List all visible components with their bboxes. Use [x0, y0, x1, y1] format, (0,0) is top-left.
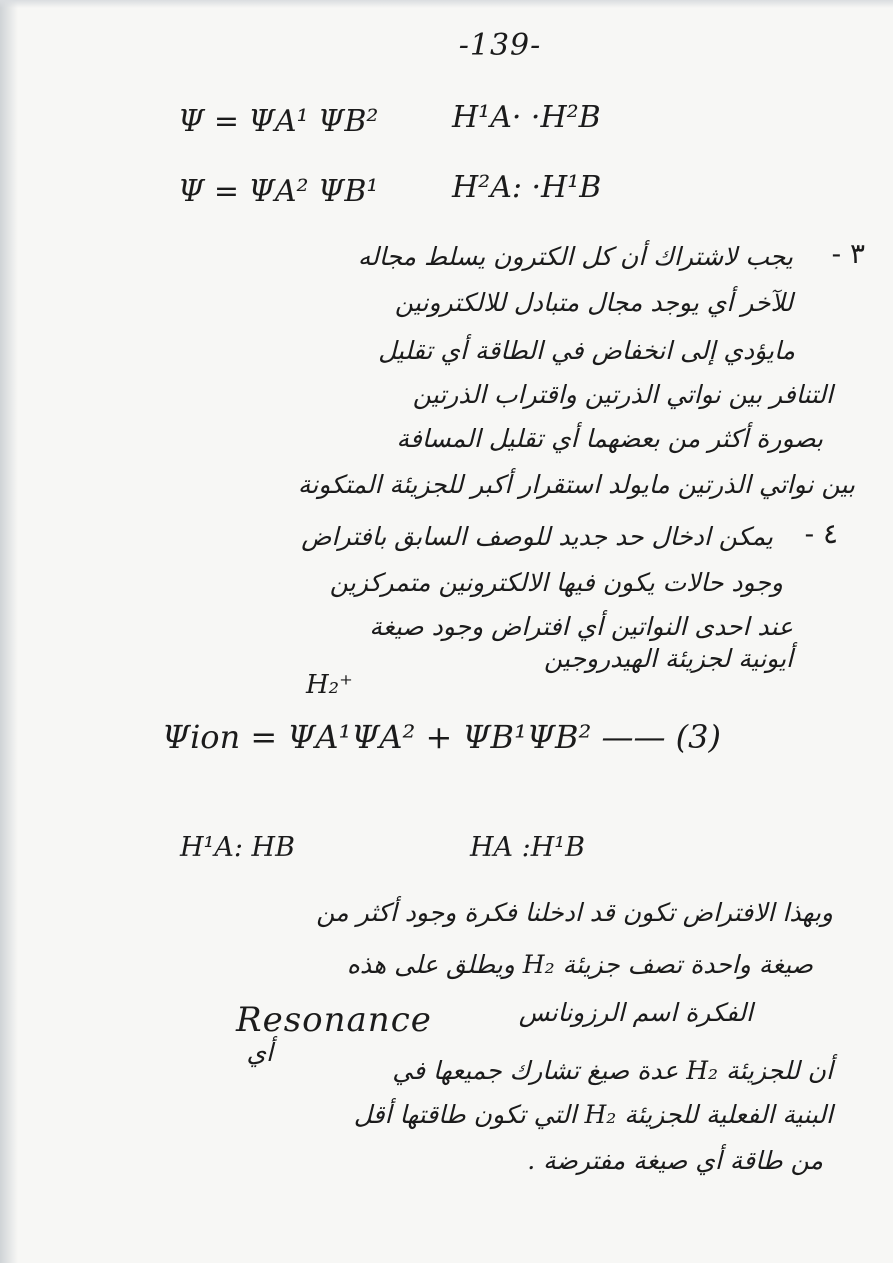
hydrogen-ion-label: H₂⁺	[306, 670, 353, 700]
conclusion-line-2: صيغة واحدة تصف جزيئة H₂ ويطلق على هذه	[346, 950, 813, 979]
point-4-marker: ٤ -	[804, 517, 838, 550]
conclusion-line-4: أن للجزيئة H₂ عدة صيغ تشارك جميعها في	[392, 1056, 833, 1085]
conclusion-line-1: وبهذا الافتراض تكون قد ادخلنا فكرة وجود أكثر من	[316, 898, 833, 927]
conclusion-line-6: من طاقة أي صيغة مفترضة .	[527, 1146, 823, 1175]
point-4-line-2: وجود حالات يكون فيها الالكترونين متمركزين	[329, 568, 783, 597]
point-3-line-5: بصورة أكثر من بعضهما أي تقليل المسافة	[396, 424, 823, 453]
conclusion-line-5: البنية الفعلية للجزيئة H₂ التي تكون طاقتها أقل	[353, 1100, 833, 1129]
equation-1-structure: H¹A· ·H²B	[452, 100, 601, 135]
point-3-line-1: يجب لاشتراك أن كل الكترون يسلط مجاله	[357, 242, 793, 271]
ionic-wavefunction-equation: Ψion = ΨA¹ΨA² + ΨB¹ΨB² —— (3)	[162, 718, 721, 756]
point-4-line-1: يمكن ادخال حد جديد للوصف السابق بافتراض	[301, 522, 773, 551]
resonance-term: Resonance	[236, 1000, 432, 1040]
page-edge-shadow	[0, 0, 18, 1263]
ionic-structure-left: H¹A: HB	[180, 832, 295, 863]
equation-1: Ψ = ΨA¹ ΨB²	[178, 104, 379, 139]
point-3-line-6: بين نواتي الذرتين مايولد استقرار أكبر للجزيئة المتكونة	[297, 470, 855, 499]
resonance-term-suffix: أي	[246, 1038, 273, 1067]
conclusion-line-3: الفكرة اسم الرزونانس	[518, 998, 753, 1027]
equation-2-structure: H²A: ·H¹B	[452, 170, 602, 205]
point-3-marker: ٣ -	[831, 237, 865, 270]
point-3-line-3: مايؤدي إلى انخفاض في الطاقة أي تقليل	[378, 336, 795, 365]
point-3-line-4: التنافر بين نواتي الذرتين واقتراب الذرتين	[412, 380, 833, 409]
point-4-line-4: أيونية لجزيئة الهيدروجين	[544, 644, 793, 673]
point-4-line-3: عند احدى النواتين أي افتراض وجود صيغة	[369, 612, 793, 641]
ionic-structure-right: HA :H¹B	[470, 832, 585, 863]
point-3-line-2: للآخر أي يوجد مجال متبادل للالكترونين	[394, 288, 793, 317]
equation-2: Ψ = ΨA² ΨB¹	[178, 174, 379, 209]
page-number: -139-	[458, 28, 542, 63]
page-top-shadow	[0, 0, 893, 8]
